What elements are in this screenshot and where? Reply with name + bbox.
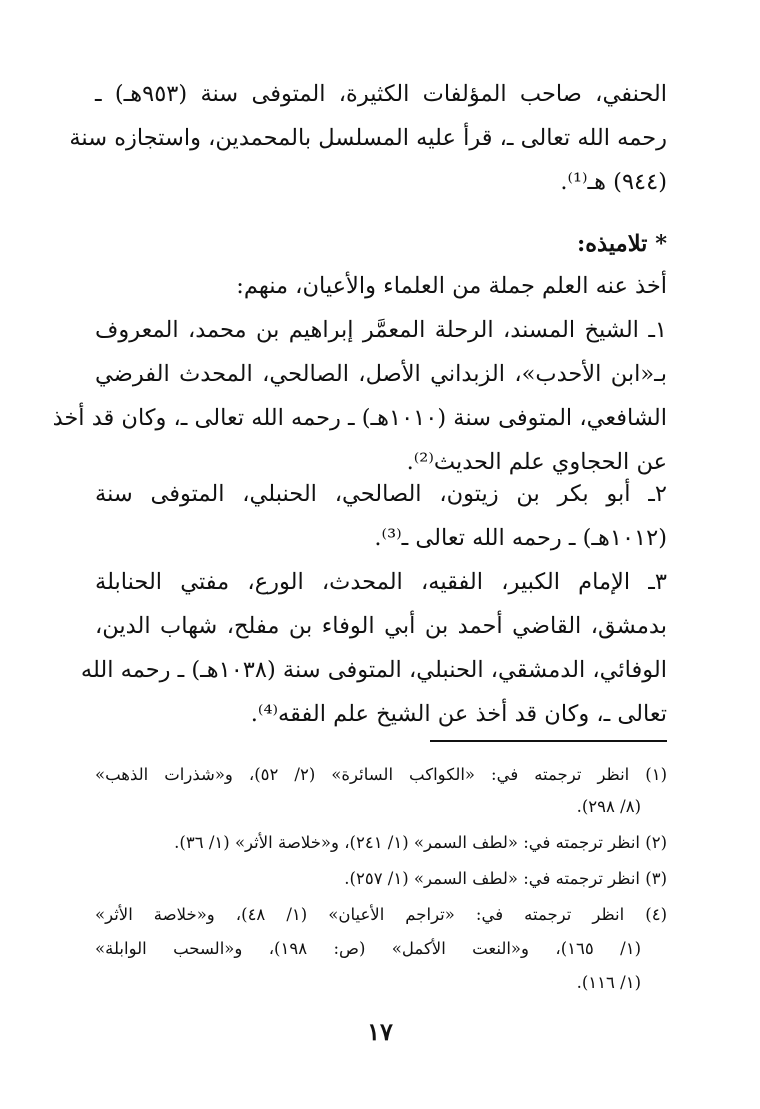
list-item-3-line: بدمشق، القاضي أحمد بن أبي الوفاء بن مفلح، شهاب الدين، [95, 613, 667, 639]
page-number: ١٧ [367, 1017, 393, 1046]
list-item-1-line: الشافعي، المتوفى سنة (١٠١٠هـ) ـ رحمه الله تعالى ـ، وكان قد أخذ [52, 405, 667, 431]
text-line: الحنفي، صاحب المؤلفات الكثيرة، المتوفى سنة (٩٥٣هـ) ـ [95, 81, 667, 107]
footnote-line: (١/ ١١٦). [576, 973, 641, 992]
list-item-2-line: ٢ـ أبو بكر بن زيتون، الصالحي، الحنبلي، المتوفى سنة [95, 481, 667, 507]
footnotes [95, 760, 667, 1000]
list-item-2-line: (١٠١٢هـ) ـ رحمه الله تعالى ـ⁽³⁾. [374, 525, 667, 551]
text-line: (٩٤٤) هـ⁽¹⁾. [560, 169, 667, 195]
footnote-line: (٤) انظر ترجمته في: «تراجم الأعيان» (١/ ٤٨)، و«خلاصة الأثر» [95, 905, 667, 924]
list-item-3-line: الوفائي، الدمشقي، الحنبلي، المتوفى سنة (١٠٣٨هـ) ـ رحمه الله [80, 657, 667, 683]
list-item-3-line: ٣ـ الإمام الكبير، الفقيه، المحدث، الورع، مفتي الحنابلة [95, 569, 667, 595]
list-item-3-line: تعالى ـ، وكان قد أخذ عن الشيخ علم الفقه⁽⁴⁾. [250, 701, 667, 727]
text-line: أخذ عنه العلم جملة من العلماء والأعيان، منهم: [236, 273, 667, 299]
footnote-line: (١/ ١٦٥)، و«النعت الأكمل» (ص: ١٩٨)، و«السحب الوابلة» [95, 939, 641, 958]
footnote-divider [430, 740, 667, 742]
main-text [52, 0, 667, 740]
section-heading: * تلاميذه: [576, 231, 667, 257]
text-line: رحمه الله تعالى ـ، قرأ عليه المسلسل بالمحمدين، واستجازه سنة [69, 125, 667, 151]
footnote-line: (٨/ ٢٩٨). [576, 797, 641, 816]
list-item-1-line: ١ـ الشيخ المسند، الرحلة المعمَّر إبراهيم بن محمد، المعروف [95, 317, 667, 343]
list-item-1-line: عن الحجاوي علم الحديث⁽²⁾. [406, 449, 667, 475]
footnote-line: (١) انظر ترجمته في: «الكواكب السائرة» (٢/ ٥٢)، و«شذرات الذهب» [95, 765, 667, 784]
footnote-line: (٣) انظر ترجمته في: «لطف السمر» (١/ ٢٥٧). [344, 869, 667, 888]
footnote-line: (٢) انظر ترجمته في: «لطف السمر» (١/ ٢٤١)، و«خلاصة الأثر» (١/ ٣٦). [174, 833, 667, 852]
list-item-1-line: بـ«ابن الأحدب»، الزبداني الأصل، الصالحي، المحدث الفرضي [95, 361, 667, 387]
